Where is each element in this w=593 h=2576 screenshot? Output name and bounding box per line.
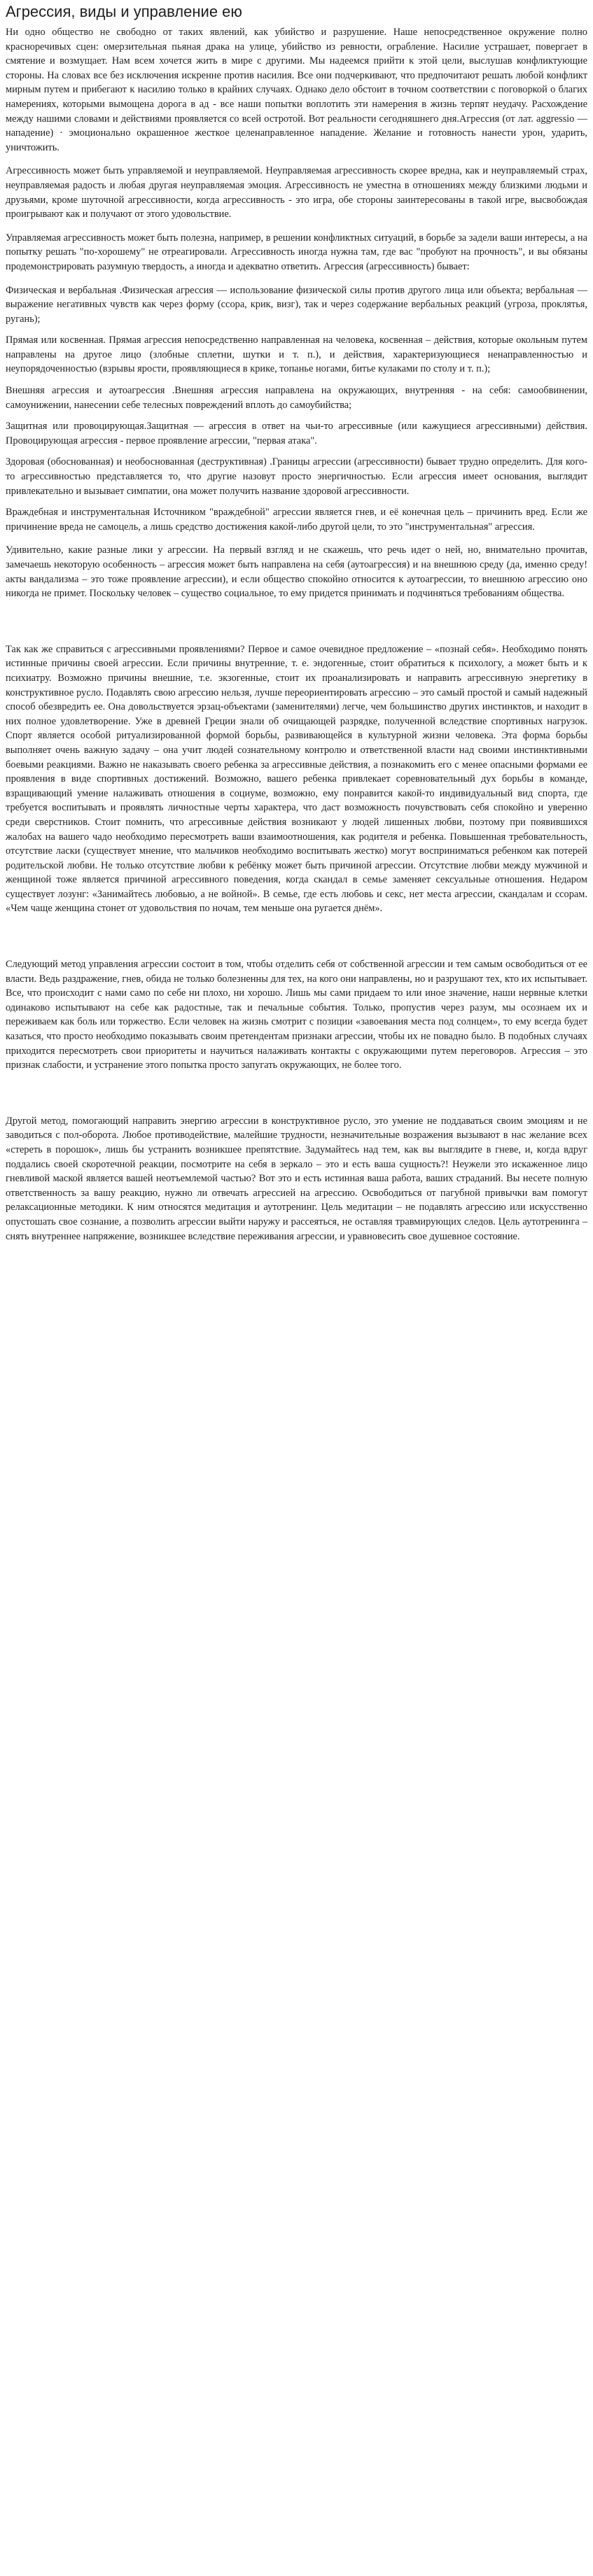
paragraph-separate-from-aggression: Следующий метод управления агрессии состоит в том, чтобы отделить себя от собственной агрессии и тем самым освободиться от ее власти. Ведь раздражение, гнев, обида не только болезненны для тех, на кого они направлены, но и разрушают тех, кто их испытывает. Все, что происходит с нами само по себе ни плохо, ни хорошо. Лишь мы сами придаем то или иное значение, наши нервные клетки одинаково испытывают на себе как радостные, так и печальные события. Только, пропустив через разум, мы осознаем их и переживаем как боль или торжество. Если человек на жизнь смотрит с позиции «завоевания места под солнцем», то ему всегда будет казаться, что просто необходимо показывать своим претендентам признаки агрессии, чтобы их не повадно было. В подобных случаях приходится пересмотреть свои приоритеты и научиться налаживать контакты с окружающими путем переговоров. Агрессия – это признак слабости, и устранение этого попытка просто запугать окружающих, не более того. <box>6 959 587 1071</box>
article <box>0 0 593 1260</box>
paragraph-type-external-auto: Внешняя агрессия и аутоагрессия .Внешняя агрессия направлена на окружающих, внутренняя - на себя: самообвинении, самоунижении, нанесении себе телесных повреждений вплоть до самоубийства; <box>6 385 587 411</box>
paragraph-managed-aggression: Управляемая агрессивность может быть полезна, например, в решении конфликтных ситуаций, в борьбе за задели ваши интересы, а на попытку решать "по-хорошему" не отреагировали. Агрессивность иногда нужна там, где вас "пробуют на прочность", и вы обязаны продемонстрировать разумную твердость, а иногда и адекватно ответить. Агрессия (агрессивность) бывает: <box>6 232 587 272</box>
paragraph-type-physical-verbal: Физическая и вербальная .Физическая агрессия — использование физической силы против другого лица или объекта; вербальная — выражение негативных чувств как через форму (ссора, крик, визг), так и через содержание вербальных реакций (угроза, проклятья, ругань); <box>6 284 587 325</box>
paragraph-type-direct-indirect: Прямая или косвенная. Прямая агрессия непосредственно направленная на человека, косвенная – действия, которые окольным путем направлены на другое лицо (злобные сплетни, шутки и т. п.), и действия, характеризующиеся ненаправленностью и неупорядоченностью (взрывы ярости, проявляющиеся в крике, топанье ногами, битье кулаками по столу и т. п.); <box>6 335 587 375</box>
section-gap <box>6 1082 587 1114</box>
paragraph-type-hostile-instrumental: Враждебная и инструментальная Источником "враждебной" агрессии является гнев, и её конечная цель – причинить вред. Если же причинение вреда не самоцель, а лишь средство достижения какой-либо другой цели, то это "инструментальная" агрессия. <box>6 507 587 533</box>
paragraph-type-healthy-destructive: Здоровая (обоснованная) и необоснованная (деструктивная) .Границы агрессии (агрессивности) бывает трудно определить. Для кого-то агрессивностью представляется то, что другие назовут просто энергичностью. Если агрессия имеет основания, выглядит привлекательно и вызывает симпатии, она может получить название здоровой агрессивности. <box>6 456 587 497</box>
paragraph-control-emotions: Другой метод, помогающий направить энергию агрессии в конструктивное русло, это умение не поддаваться своим эмоциям и не заводиться с пол-оборота. Любое противодействие, малейшие трудности, незначительные возражения вызывают в нас желание всех «стереть в порошок», лишь бы устранить возникшее препятствие. Задумайтесь над тем, как вы выглядите в гневе, и, когда вдруг поддались своей скоротечной реакции, посмотрите на себя в зеркало – это и есть ваша сущность?! Неужели это искаженное лицо гневливой маской является вашей неотъемлемой частью? Вот это и есть истинная ваша работа, ваших страданий. Вы несете полную ответственность за вашу реакцию, нужно ли отвечать агрессией на агрессию. Освободиться от пагубной привычки вам помогут релаксационные методики. К ним относятся медитация и аутотренинг. Цель медитации – не подавлять агрессию или искусственно опустошать свое сознание, а позволить агрессии выйти наружу и рассеяться, не оставляя травмирующих следов. Цель аутотренинга – снять внутреннее напряжение, возникшее вследствие переживания агрессии, и уравновесить свое душевное состояние. <box>6 1115 587 1242</box>
paragraph-manageability: Агрессивность может быть управляемой и неуправляемой. Неуправляемая агрессивность скорее вредна, как и неуправляемый страх, неуправляемая радость и любая другая неуправляемая эмоция. Агрессивность не уместна в отношениях между близкими людьми и друзьями, кроме шуточной агрессивности, когда агрессивность - это игра, обе стороны заинтересованы в такой игре, высвобождая проигрывают как и получают от этого удовольствие. <box>6 165 587 220</box>
paragraph-faces-of-aggression: Удивительно, какие разные лики у агрессии. На первый взгляд и не скажешь, что речь идет о ней, но, внимательно прочитав, замечаешь некоторую особенность – агрессия может быть направлена на себя (аутоагрессия) и на внешнюю среду (да, именно среду! акты вандализма – это тоже проявление агрессии), и если общество спокойно относится к аутоагрессии, то внешнюю агрессию оно никогда не примет. Поскольку человек – существо социальное, то ему придется принимать и подчиняться требованиям общества. <box>6 544 587 600</box>
article-title: Агрессия, виды и управление ею <box>6 3 242 20</box>
section-gap <box>6 610 587 642</box>
paragraph-type-defensive-provoking: Защитная или провоцирующая.Защитная — агрессия в ответ на чьи-то агрессивные (или кажущиеся агрессивными) действия. Провоцирующая агрессия - первое проявление агрессии, "первая атака". <box>6 421 587 446</box>
paragraph-intro: Ни одно общество не свободно от таких явлений, как убийство и разрушение. Наше непосредственное окружение полно красноречивых сцен: омерзительная пьяная драка на улице, убийство из ревности, ограбление. Насилие устрашает, повергает в смятение и возмущает. Нам всем хочется жить в мире с другими. Мы надеемся прийти к этой цели, выслушав конфликтующие стороны. На словах все без исключения искренне против насилия. Все они подчеркивают, что предпочитают решать любой конфликт мирным путем и прибегают к насилию только в крайних случаях. Однако дело обстоит в точном соответствии с поговоркой о благих намерениях, которыми вымощена дорога в ад - все наши попытки воплотить эти намерения в жизнь терпят неудачу. Расхождение между нашими словами и действиями проявляется со всей остротой. Вот реальности сегодняшнего дня.Агрессия (от лат. aggressio — нападение) · эмоционально окрашенное жесткое целенаправленное нападение. Желание и готовность нанести урон, ударить, уничтожить. <box>6 27 587 153</box>
section-gap <box>6 925 587 957</box>
paragraph-know-yourself: Так как же справиться с агрессивными проявлениями? Первое и самое очевидное предложение – «познай себя». Необходимо понять истинные причины своей агрессии. Если причины внутренние, т. е. эндогенные, стоит обратиться к психологу, а может быть и к психиатру. Возможно причины внешние, т.е. экзогенные, стоит их проанализировать и направить агрессивную энергетику в конструктивное русло. Подавлять свою агрессию нельзя, лучше переориентировать агрессию – это самый простой и самый надежный способ обезвредить ее. Она довольствуется эрзац-объектами (заменителями) легче, чем большинство других инстинктов, и находит в них полное удовлетворение. Уже в древней Греции знали об очищающей разрядке, полученной вследствие спортивных нагрузок. Спорт является особой ритуализированной формой борьбы, развивающейся в культурной жизни человека. Эта форма борьбы выполняет очень важную задачу – она учит людей сознательному контролю и ответственной власти над своими инстинктивными боевыми реакциями. Важно не наказывать своего ребенка за агрессивные действия, а познакомить его с менее опасными формами ее проявления в виде спортивных достижений. Возможно, вашего ребенка привлекает соревновательный дух борьбы в команде, взращивающий умение налаживать отношения в социуме, возможно, ему понравится какой-то индивидуальный вид спорта, где требуется воспитывать и проявлять личностные черты характера, что даст возможность почувствовать себя спокойно и уверенно среди сверстников. Стоит помнить, что агрессивные действия возникают у людей лишенных любви, поэтому при появившихся жалобах на вашего чадо необходимо пересмотреть ваши взаимоотношения, как родителя и ребенка. Повышенная требовательность, отсутствие ласки (существует мнение, что мальчиков необходимо воспитывать жестко) могут восприниматься ребенком как потерей родительской любви. Не только отсутствие любви к ребёнку может быть причиной агрессии. Отсутствие любви между мужчиной и женщиной тоже является причиной агрессивного поведения, когда скандал в семье заменяет сексуальные отношения. Недаром существует лозунг: «Занимайтесь любовью, а не войной». В семье, где есть любовь и секс, нет места агрессии, скандалам и ссорам. «Чем чаще женщина стонет от удовольствия по ночам, тем меньше она ругается днём». <box>6 643 587 915</box>
